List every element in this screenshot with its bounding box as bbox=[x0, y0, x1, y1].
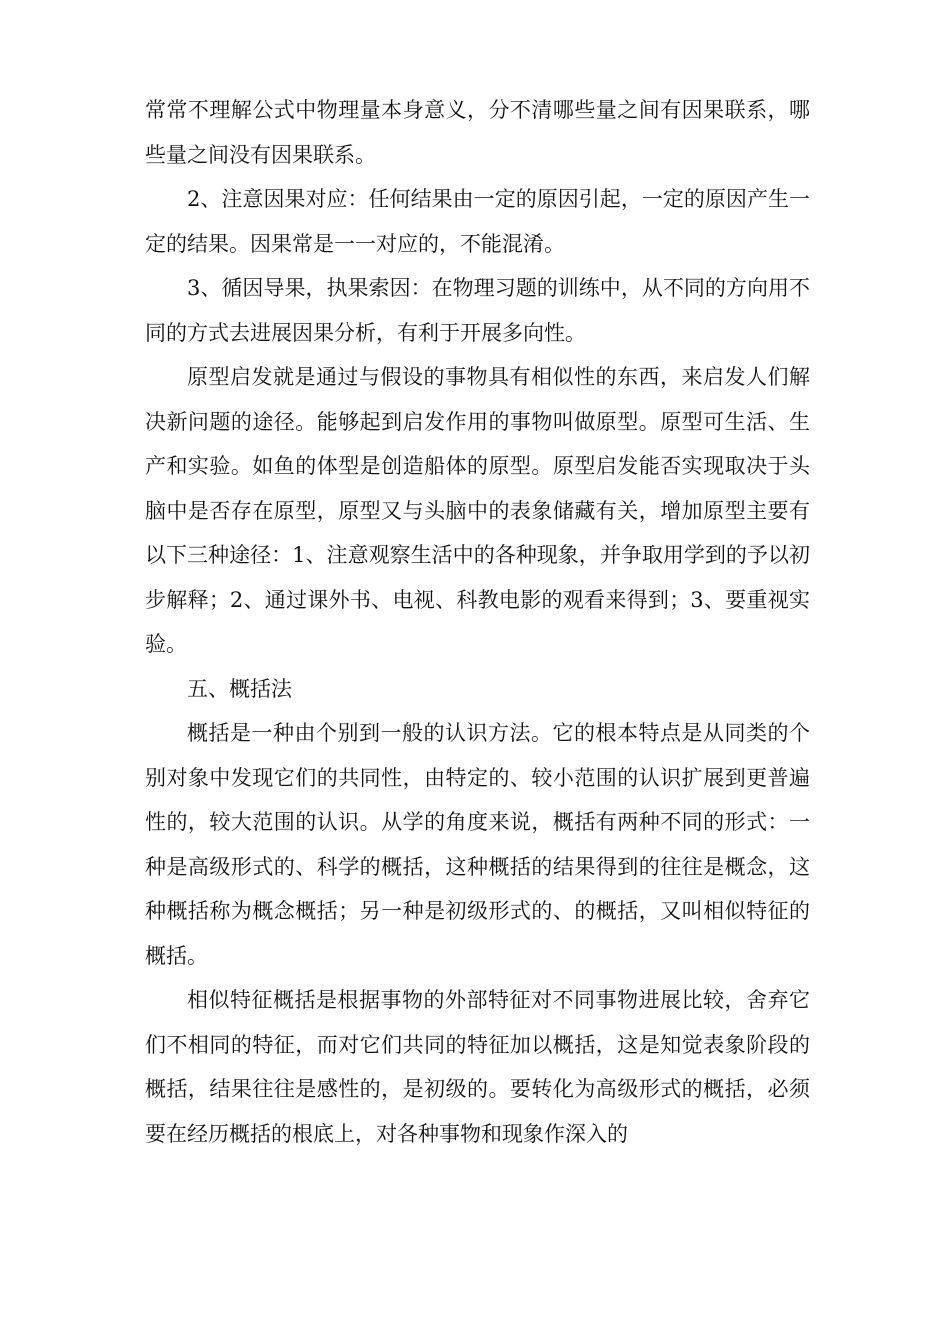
paragraph-prototype-inspiration: 原型启发就是通过与假设的事物具有相似性的东西，来启发人们解决新问题的途径。能够起到启发作用的事物叫做原型。原型可生活、生产和实验。如鱼的体型是创造船体的原型。原型启发能否实现取决于头脑中是否存在原型，原型又与头脑中的表象储藏有关，增加原型主要有以下三种途径：1、注意观察生活中的各种现象，并争取用学到的予以初步解释；2、通过课外书、电视、科教电影的观看来得到；3、要重视实验。 bbox=[145, 365, 810, 656]
paragraph-cause-effect-search: 3、循因导果，执果索因：在物理习题的训练中，从不同的方向用不同的方式去进展因果分析，有利于开展多向性。 bbox=[145, 276, 810, 345]
paragraph-generalization-definition: 概括是一种由个别到一般的认识方法。它的根本特点是从同类的个别对象中发现它们的共同性，由特定的、较小范围的认识扩展到更普遍性的，较大范围的认识。从学的角度来说，概括有两种不同的形式：一种是高级形式的、科学的概括，这种概括的结果得到的往往是概念，这种概括称为概念概括；另一种是初级形式的、的概括，又叫相似特征的概括。 bbox=[145, 721, 810, 968]
paragraph-causality-end: 常常不理解公式中物理量本身意义，分不清哪些量之间有因果联系，哪些量之间没有因果联系。 bbox=[145, 98, 810, 167]
section-heading-generalization: 五、概括法 bbox=[187, 676, 292, 701]
paragraph-similar-feature-generalization: 相似特征概括是根据事物的外部特征对不同事物进展比较，舍弃它们不相同的特征，而对它们共同的特征加以概括，这是知觉表象阶段的概括，结果往往是感性的，是初级的。要转化为高级形式的概括，必须要在经历概括的根底上，对各种事物和现象作深入的 bbox=[145, 988, 810, 1146]
document-page bbox=[145, 88, 810, 1156]
paragraph-cause-effect-correspondence: 2、注意因果对应：任何结果由一定的原因引起，一定的原因产生一定的结果。因果常是一一对应的，不能混淆。 bbox=[145, 187, 810, 256]
